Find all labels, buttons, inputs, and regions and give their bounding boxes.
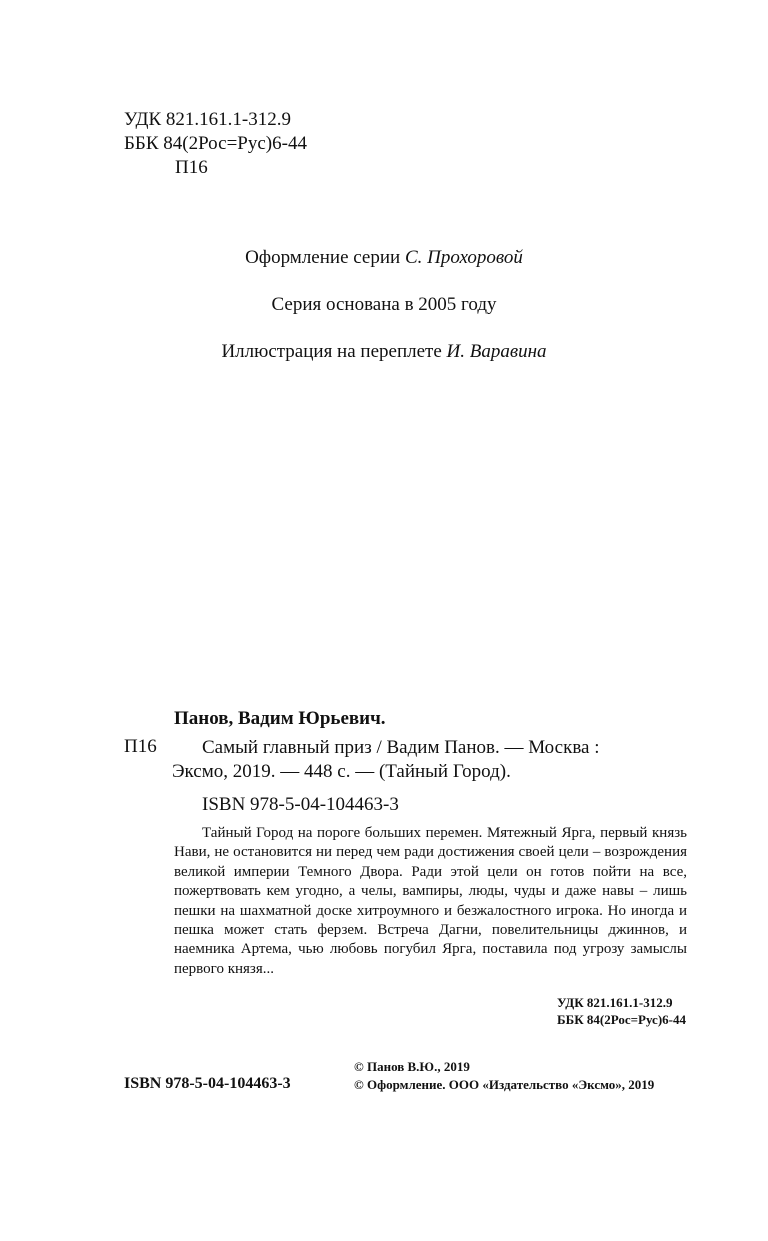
footer-isbn: ISBN 978-5-04-104463-3 xyxy=(124,1075,291,1092)
bibliography-line-1: Самый главный приз / Вадим Панов. — Москва : xyxy=(202,737,600,758)
illustration-name: И. Варавина xyxy=(446,341,547,362)
bbk-code-small: ББК 84(2Рос=Рус)6-44 xyxy=(557,1012,686,1027)
series-founded-note: Серия основана в 2005 году xyxy=(271,294,497,315)
udk-code-small: УДК 821.161.1-312.9 xyxy=(557,995,673,1010)
copyright-notices xyxy=(354,1058,654,1094)
series-design-label: Оформление серии xyxy=(245,247,401,268)
illustration-credit xyxy=(0,341,768,363)
bibliography-line-2: Эксмо, 2019. — 448 с. — (Тайный Город). xyxy=(172,761,511,782)
bibliography-author: Панов, Вадим Юрьевич. xyxy=(174,708,386,729)
bbk-code: ББК 84(2Рос=Рус)6-44 xyxy=(124,133,307,154)
copyright-author: © Панов В.Ю., 2019 xyxy=(354,1059,470,1074)
series-design-credit xyxy=(0,247,768,269)
bibliography-record xyxy=(172,736,688,784)
top-classification-codes xyxy=(124,108,307,180)
author-mark: П16 xyxy=(175,157,208,178)
bibliography-isbn: ISBN 978-5-04-104463-3 xyxy=(202,794,399,815)
annotation-classification xyxy=(557,994,686,1028)
illustration-label: Иллюстрация на переплете xyxy=(221,341,442,362)
bibliography-mark: П16 xyxy=(124,736,157,757)
series-design-name: С. Прохоровой xyxy=(404,247,523,268)
copyright-design: © Оформление. ООО «Издательство «Эксмо», 2019 xyxy=(354,1077,655,1092)
udk-code: УДК 821.161.1-312.9 xyxy=(124,109,291,130)
book-annotation: Тайный Город на пороге больших перемен. Мятежный Ярга, первый князь Нави, не остановится ни перед чем ради достижения своей цели – возрождения великой империи Темного Двора. Ради этой цели он готов пойти на все, пожертвовать кем угодно, а челы, вампиры, люды, чуды и даже навы – лишь пешки на шахматной доске хитроумного и безжалостного игрока. Но иногда и пешка может стать ферзем. Встреча Дагни, повелительницы джиннов, и наемника Артема, чью любовь погубил Ярга, поставила под угрозу замыслы первого князя... xyxy=(174,825,687,977)
